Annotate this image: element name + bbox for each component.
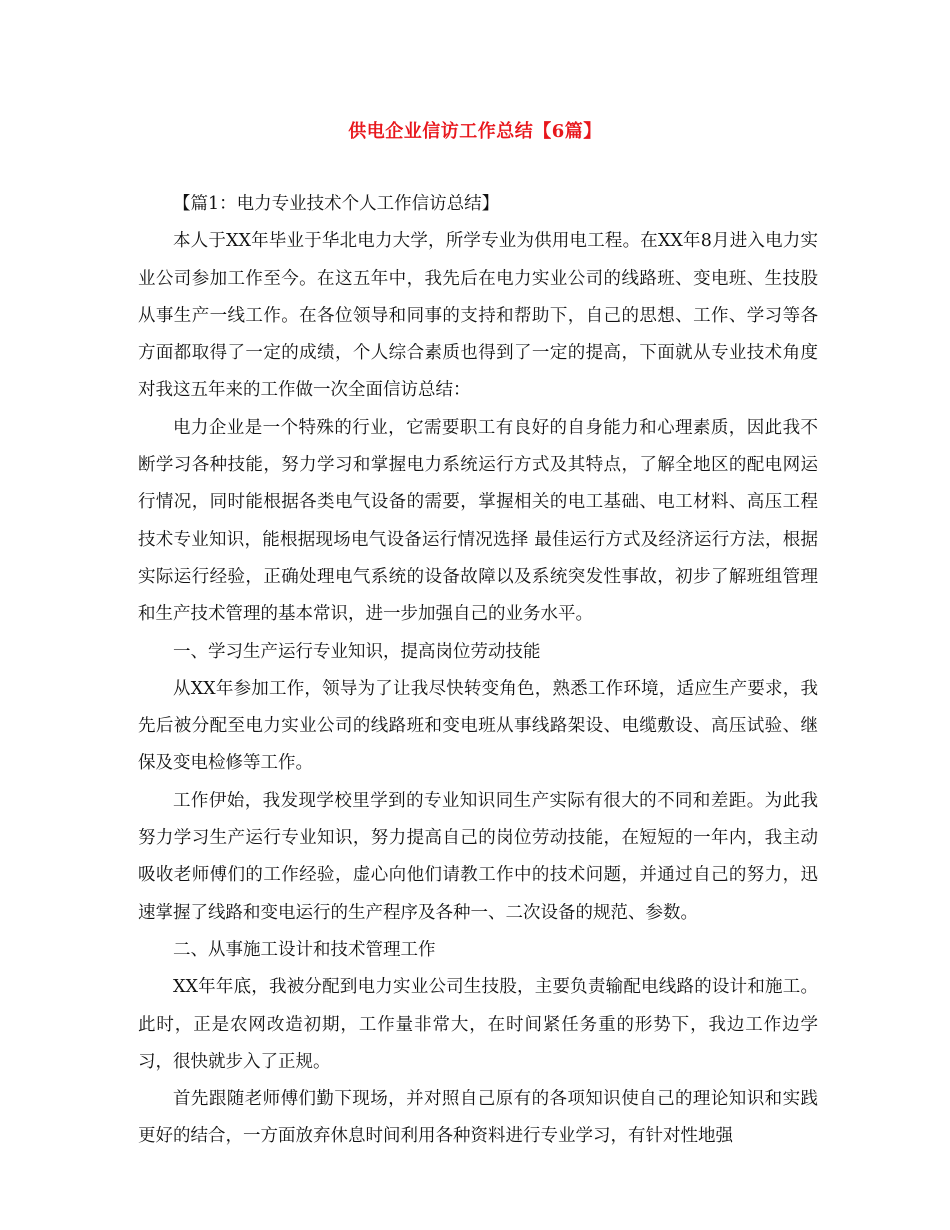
body-paragraph: 从XX年参加工作，领导为了让我尽快转变角色，熟悉工作环境，适应生产要求，我先后被分配至电力实业公司的线路班和变电班从事线路架设、电缆敷设、高压试验、继保及变电检修等工作。 (138, 678, 818, 774)
document-title: 供电企业信访工作总结【6篇】 (348, 121, 602, 142)
body-paragraph: XX年年底，我被分配到电力实业公司生技股，主要负责输配电线路的设计和施工。此时，正是农网改造初期，工作量非常大，在时间紧任务重的形势下，我边工作边学习，很快就步入了正规。 (138, 977, 818, 1072)
body-paragraph: 电力企业是一个特殊的行业，它需要职工有良好的自身能力和心理素质，因此我不断学习各种技能，努力学习和掌握电力系统运行方式及其特点，了解全地区的配电网运行情况，同时能根据各类电气设备的需要，掌握相关的电工基础、电工材料、高压工程技术专业知识，能根据现场电气设备运行情况选择 最佳运行方式及经济运行方法，根据实际运行经验，正确处理电气系统的设备故障以及系统突发性事故，初步了解班组管理和生产技术管理的基本常识，进一步加强自己的业务水平。 (138, 417, 818, 625)
body-paragraph: 工作伊始，我发现学校里学到的专业知识同生产实际有很大的不同和差距。为此我努力学习生产运行专业知识，努力提高自己的岗位劳动技能，在短短的一年内，我主动吸收老师傅们的工作经验，虚心向他们请教工作中的技术问题，并通过自己的努力，迅速掌握了线路和变电运行的生产程序及各种一、二次设备的规范、参数。 (138, 790, 818, 923)
body-paragraph: 本人于XX年毕业于华北电力大学，所学专业为供用电工程。在XX年8月进入电力实业公司参加工作至今。在这五年中，我先后在电力实业公司的线路班、变电班、生技股从事生产一线工作。在各位领导和同事的支持和帮助下，自己的思想、工作、学习等各方面都取得了一定的成绩，个人综合素质也得到了一定的提高，下面就从专业技术角度对我这五年来的工作做一次全面信访总结： (138, 231, 818, 401)
subsection-heading: 二、从事施工设计和技术管理工作 (173, 939, 436, 960)
body-paragraph: 首先跟随老师傅们勤下现场，并对照自己原有的各项知识使自己的理论知识和实践更好的结合，一方面放弃休息时间利用各种资料进行专业学习，有针对性地强 (138, 1089, 818, 1147)
subsection-heading: 一、学习生产运行专业知识，提高岗位劳动技能 (173, 641, 541, 662)
document-body (138, 186, 818, 1156)
section-heading: 【篇1：电力专业技术个人工作信访总结】 (173, 194, 500, 214)
